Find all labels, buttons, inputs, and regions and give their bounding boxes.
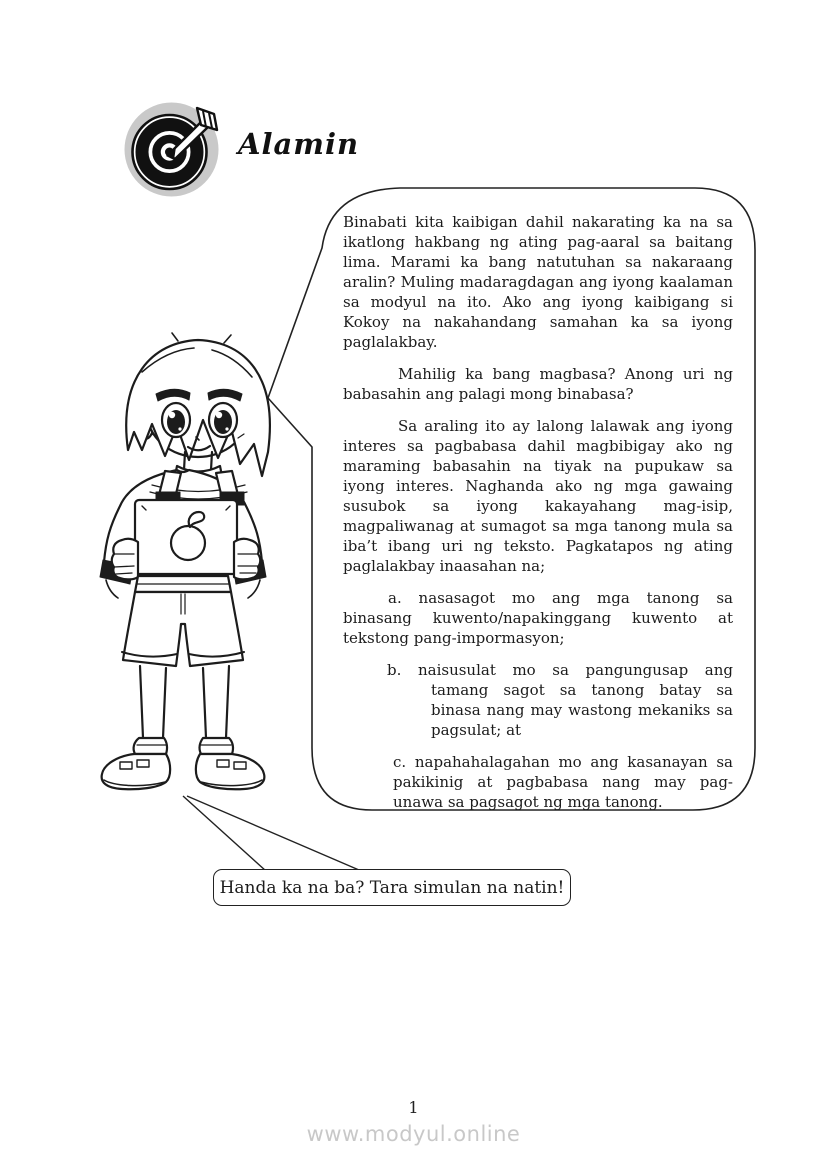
- callout-box: [213, 869, 571, 906]
- bubble-paragraph-greeting: Binabati kita kaibigan dahil nakarating ka na sa ikatlong hakbang ng ating pag-aaral sa baitang lima. Marami ka bang natutuhan sa nakaraang aralin? Muling madaragdagan ang iyong kaalaman sa modyul na ito. Ako ang iyong kaibigang si Kokoy na nakahandang samahan ka sa iyong paglalakbay.: [343, 213, 733, 351]
- bubble-paragraph-overview: Sa araling ito ay lalong lalawak ang iyong interes sa pagbabasa dahil magbibigay ako ng maraming babasahin na tiyak na pupukaw sa iyong interes. Naghanda ako ng mga gawaing susubok sa iyong kakayahang mag-isip, magpaliwanag at sumagot sa mga tanong mula sa iba’t ibang uri ng teksto. Pagkatapos ng ating paglalakbay inaasahan na;: [343, 417, 733, 575]
- speech-bubble: [343, 212, 733, 812]
- bubble-paragraph-question: Mahilig ka bang magbasa? Anong uri ng babasahin ang palagi mong binabasa?: [343, 365, 733, 403]
- page-number: 1: [408, 1098, 419, 1117]
- sock: [134, 738, 167, 754]
- bubble-objective-c: c. napahahalagahan mo ang kasanayan sa pakikinig at pagbabasa nang may pag-unawa sa pagsagot ng mga tanong.: [393, 753, 733, 811]
- bubble-objective-b: b. naisusulat mo sa pangungusap ang tamang sagot sa tanong batay sa binasa nang may wastong mekaniks sa pagsulat; at: [387, 661, 733, 739]
- boy-illustration: [82, 330, 307, 800]
- callout-text: Handa ka na ba? Tara simulan na natin!: [219, 877, 565, 898]
- apple-logo: [171, 526, 205, 560]
- bubble-objective-a: a. nasasagot mo ang mga tanong sa binasang kuwento/napakinggang kuwento at tekstong pang-impormasyon;: [343, 589, 733, 647]
- page-title: Alamin: [238, 127, 360, 161]
- target-dart-icon: [120, 98, 223, 201]
- sock: [200, 738, 233, 754]
- watermark: www.modyul.online: [306, 1122, 521, 1146]
